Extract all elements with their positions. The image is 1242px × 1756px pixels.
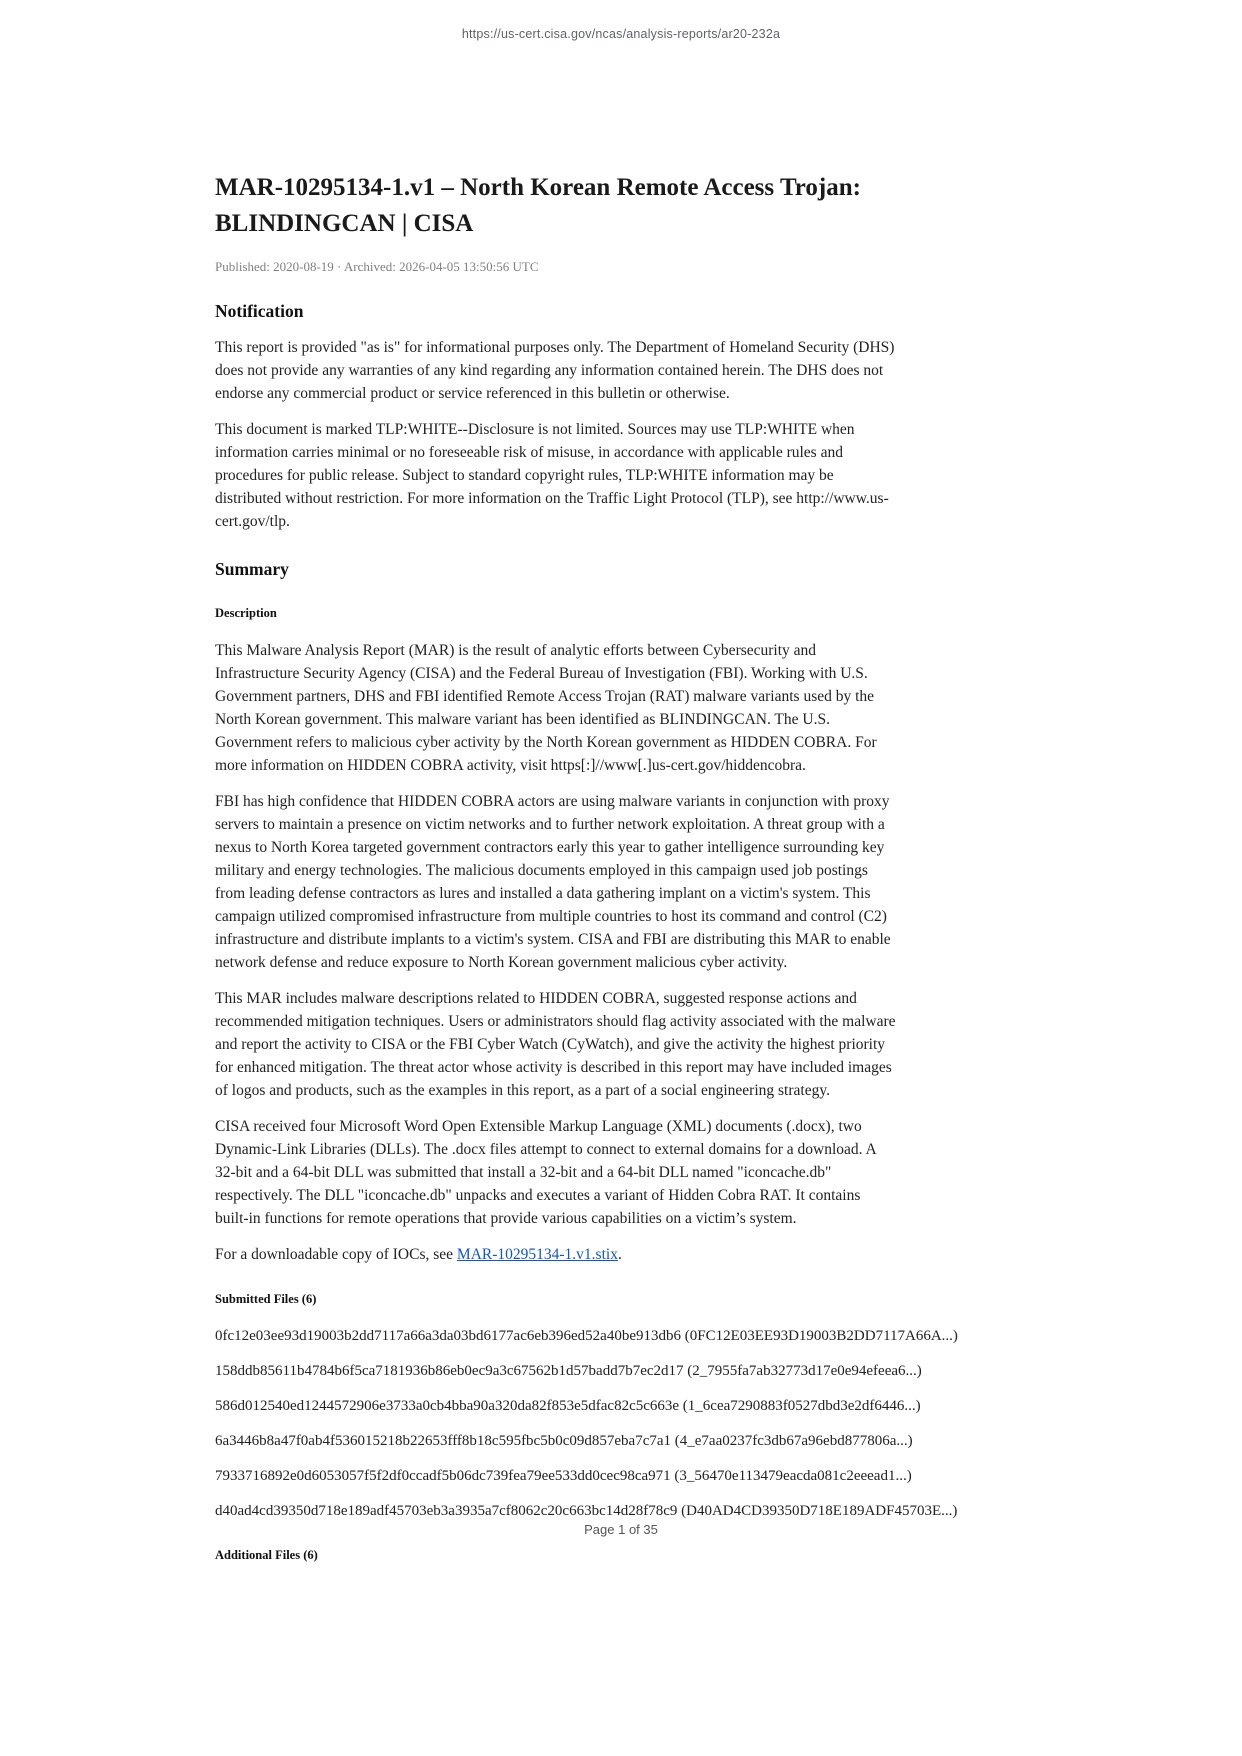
submitted-file-hash: 0fc12e03ee93d19003b2dd7117a66a3da03bd6177ac6eb396ed52a40be913db6 (0FC12E03EE93D19003B2DD7117A66A...): [215, 1327, 958, 1344]
submitted-file-hash: 6a3446b8a47f0ab4f536015218b22653fff8b18c595fbc5b0c09d857eba7c7a1 (4_e7aa0237fc3db67a96ebd877806a...): [215, 1432, 913, 1449]
subheading-description: Description: [215, 605, 277, 620]
publish-archive-meta: Published: 2020-08-19 · Archived: 2026-04-05 13:50:56 UTC: [215, 258, 539, 274]
stix-download-link[interactable]: MAR-10295134-1.v1.stix: [456, 1245, 618, 1263]
source-url: https://us-cert.cisa.gov/ncas/analysis-reports/ar20-232a: [461, 27, 781, 41]
summary-paragraph: FBI has high confidence that HIDDEN COBRA actors are using malware variants in conjunction with proxy servers to maintain a presence on victim networks and to further network exploitation. A threat group with a nexus to North Korea targeted government contractors early this year to gather intelligence surrounding key military and energy technologies. The malicious documents employed in this campaign used job postings from leading defense contractors as lures and installed a data gathering implant on a victim's system. This campaign utilized compromised infrastructure from multiple countries to host its command and control (C2) infrastructure and distribute implants to a victim's system. CISA and FBI are distributing this MAR to enable network defense and reduce exposure to North Korean government malicious cyber activity.: [215, 792, 891, 971]
subheading-additional-files: Additional Files (6): [215, 1547, 318, 1562]
ioc-download-line: [215, 1243, 897, 1266]
subheading-submitted-files: Submitted Files (6): [215, 1291, 317, 1306]
notification-paragraph: This document is marked TLP:WHITE--Disclosure is not limited. Sources may use TLP:WHITE when information carries minimal or no foreseeable risk of misuse, in accordance with applicable rules and procedures for public release. Subject to standard copyright rules, TLP:WHITE information may be distributed without restriction. For more information on the Traffic Light Protocol (TLP), see http://www.us-cert.gov/tlp.: [215, 420, 889, 530]
submitted-file-hash: d40ad4cd39350d718e189adf45703eb3a3935a7cf8062c20c663bc14d28f78c9 (D40AD4CD39350D718E189ADF45703E...): [215, 1502, 958, 1519]
report-content: [215, 170, 958, 1581]
report-title: MAR-10295134-1.v1 – North Korean Remote Access Trojan: BLINDINGCAN | CISA: [215, 174, 861, 238]
summary-paragraph: CISA received four Microsoft Word Open Extensible Markup Language (XML) documents (.docx), two Dynamic-Link Libraries (DLLs). The .docx files attempt to connect to external domains for a download. A 32-bit and a 64-bit DLL was submitted that install a 32-bit and a 64-bit DLL named "iconcache.db" respectively. The DLL "iconcache.db" unpacks and executes a variant of Hidden Cobra RAT. It contains built-in functions for remote operations that provide various capabilities on a victim’s system.: [215, 1117, 876, 1227]
submitted-file-hash: 158ddb85611b4784b6f5ca7181936b86eb0ec9a3c67562b1d57badd7b7ec2d17 (2_7955fa7ab32773d17e0e94efeea6...): [215, 1362, 922, 1379]
notification-paragraph: This report is provided "as is" for informational purposes only. The Department of Homeland Security (DHS) does not provide any warranties of any kind regarding any information contained herein. The DHS does not endorse any commercial product or service referenced in this bulletin or otherwise.: [215, 338, 895, 402]
summary-paragraph: This Malware Analysis Report (MAR) is the result of analytic efforts between Cybersecurity and Infrastructure Security Agency (CISA) and the Federal Bureau of Investigation (FBI). Working with U.S. Government partners, DHS and FBI identified Remote Access Trojan (RAT) malware variants used by the North Korean government. This malware variant has been identified as BLINDINGCAN. The U.S. Government refers to malicious cyber activity by the North Korean government as HIDDEN COBRA. For more information on HIDDEN COBRA activity, visit https[:]//www[.]us-cert.gov/hiddencobra.: [215, 641, 877, 774]
submitted-file-hash: 7933716892e0d6053057f5f2df0ccadf5b06dc739fea79ee533dd0cec98ca971 (3_56470e113479eacda081c2eeead1...): [215, 1467, 912, 1484]
page-number: Page 1 of 35: [584, 1522, 658, 1537]
section-heading-summary: Summary: [215, 558, 289, 579]
submitted-file-hash: 586d012540ed1244572906e3733a0cb4bba90a320da82f853e5dfac82c5c663e (1_6cea7290883f0527dbd3e2df6446...): [215, 1397, 921, 1414]
ioc-line-suffix: .: [617, 1245, 622, 1263]
summary-paragraph: This MAR includes malware descriptions related to HIDDEN COBRA, suggested response actions and recommended mitigation techniques. Users or administrators should flag activity associated with the malware and report the activity to CISA or the FBI Cyber Watch (CyWatch), and give the activity the highest priority for enhanced mitigation. The threat actor whose activity is described in this report may have included images of logos and products, such as the examples in this report, as a part of a social engineering strategy.: [215, 989, 896, 1099]
section-heading-notification: Notification: [215, 300, 304, 321]
ioc-line-prefix: For a downloadable copy of IOCs, see: [215, 1245, 457, 1263]
